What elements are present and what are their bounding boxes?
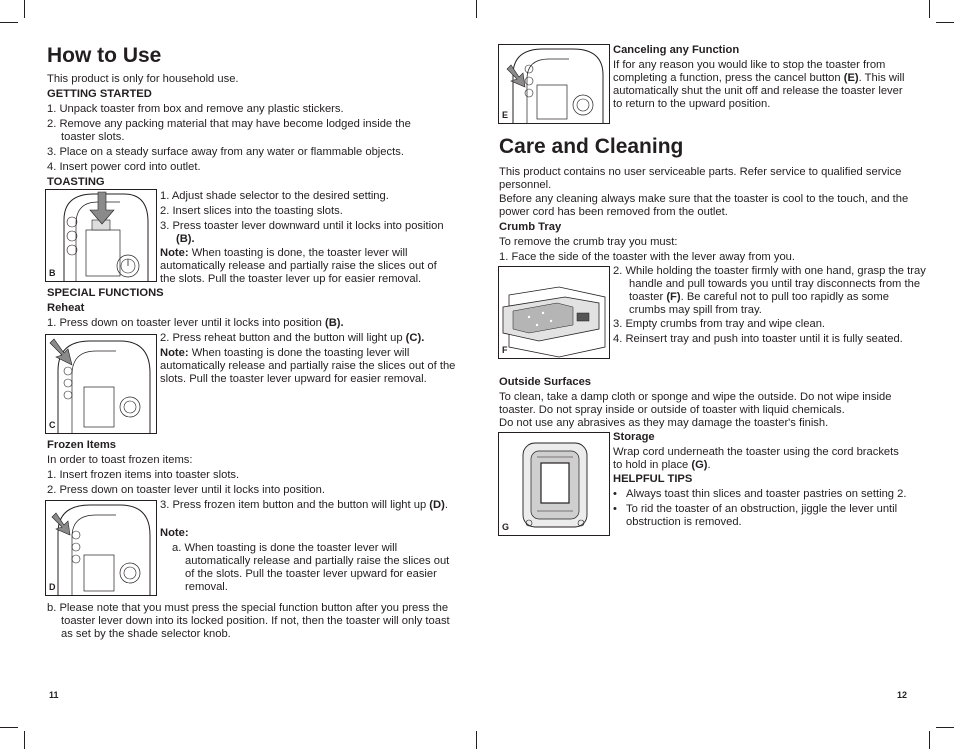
figure-ref: (D): [429, 499, 445, 511]
note-text: When toasting is done the toasting lever will automatically release and partially raise the slices out of the slots. Pull the toaster lever upward for easier removal.: [160, 347, 456, 385]
crop-mark: [929, 731, 930, 749]
figure-label: C: [49, 420, 56, 430]
crumb-step-1: 1. Face the side of the toaster with the lever away from you.: [499, 251, 795, 263]
getting-started-heading: GETTING STARTED: [47, 88, 152, 100]
list-item-text: 3. Press frozen item button and the button will light up: [160, 499, 430, 511]
care-paragraph-2: Before any cleaning always make sure that the toaster is cool to the touch, and the power cord has been removed from the outlet.: [499, 193, 909, 218]
crumb-step-2: [613, 265, 927, 317]
crumb-tray-illustration: [499, 267, 609, 358]
canceling-heading: Canceling any Function: [613, 44, 740, 56]
body-text: To clean, take a damp cloth or sponge and wipe the outside. Do not wipe inside toaster. Do not spray inside or outside of toaster with liquid chemicals.: [499, 391, 892, 416]
list-item: [613, 503, 911, 529]
crumb-tray-intro: To remove the crumb tray you must:: [499, 236, 678, 248]
toasting-steps: [160, 190, 450, 248]
list-item: 4. Insert power cord into outlet.: [47, 161, 201, 173]
toaster-reheat-illustration: [46, 335, 156, 433]
list-item: 3. Place on a steady surface away from any water or flammable objects.: [47, 146, 404, 158]
punctuation: .: [707, 459, 711, 471]
outside-surfaces-heading: Outside Surfaces: [499, 376, 592, 388]
list-item-text: Always toast thin slices and toaster pastries on setting 2.: [626, 488, 907, 500]
note-text: b. Please note that you must press the special function button after you press the toaster lever down into its locked position. If not, then the toaster will only toast as set by the shade selector knob.: [47, 602, 450, 640]
frozen-step-3: [160, 499, 456, 512]
frozen-list: [47, 469, 447, 497]
page-title: How to Use: [47, 44, 162, 67]
body-text: . This will automatically shut the unit off and release the toaster lever to return to the upward position.: [613, 72, 905, 110]
toaster-frozen-illustration: [46, 501, 156, 595]
storage-text: [613, 446, 911, 472]
crumb-tray-heading: Crumb Tray: [499, 221, 562, 233]
frozen-intro: In order to toast frozen items:: [47, 454, 193, 466]
storage-heading: Storage: [613, 431, 655, 443]
figure-ref: (G): [691, 459, 708, 471]
crop-mark: [0, 22, 18, 23]
list-item: 2. Insert slices into the toasting slots.: [160, 205, 343, 217]
figure-ref: (E): [843, 72, 859, 84]
toaster-cancel-illustration: [499, 45, 609, 123]
list-item: 2. Remove any packing material that may have become lodged inside the toaster slots.: [47, 118, 411, 143]
figure-c: [45, 334, 157, 434]
figure-e: [498, 44, 610, 124]
figure-ref: (B).: [176, 233, 195, 245]
helpful-tips-list: [613, 488, 911, 529]
bullet-icon: •: [613, 503, 617, 515]
care-paragraph-1: This product contains no user serviceable parts. Refer service to qualified service personnel.: [499, 166, 902, 191]
figure-f: [498, 266, 610, 359]
toaster-lever-illustration: [46, 190, 156, 281]
crop-mark: [476, 0, 477, 18]
section-title: Care and Cleaning: [499, 135, 684, 158]
cord-storage-illustration: [499, 433, 609, 535]
list-item-text: 3. Press toaster lever downward until it locks into position: [160, 220, 444, 232]
body-text: Do not use any abrasives as they may damage the toaster's finish.: [499, 417, 829, 429]
helpful-tips-heading: HELPFUL TIPS: [613, 473, 693, 485]
figure-b: [45, 189, 157, 282]
list-item: 1. Insert frozen items into toaster slots.: [47, 469, 240, 481]
frozen-note-b: [47, 602, 457, 641]
list-item: [160, 220, 450, 246]
figure-label: F: [502, 345, 508, 355]
list-item-text: To rid the toaster of an obstruction, jiggle the lever until obstruction is removed.: [626, 503, 898, 528]
bullet-icon: •: [613, 488, 617, 500]
figure-label: B: [49, 268, 56, 278]
special-functions-heading: SPECIAL FUNCTIONS: [47, 287, 164, 299]
list-item-text: 2. Press reheat button and the button will light up: [160, 332, 406, 344]
crop-mark: [476, 731, 477, 749]
reheat-step-1: [47, 317, 447, 330]
list-item-text: 1. Press down on toaster lever until it locks into position: [47, 317, 325, 329]
crop-mark: [929, 0, 930, 18]
reheat-note: [160, 347, 457, 386]
canceling-text: [613, 59, 911, 111]
intro-text: This product is only for household use.: [47, 73, 239, 85]
list-item: [613, 488, 911, 501]
note-label: Note:: [160, 247, 189, 259]
figure-ref: (B).: [324, 317, 344, 329]
crumb-step-4: 4. Reinsert tray and push into toaster until it is fully seated.: [613, 333, 903, 345]
list-item-text: . Be careful not to pull too rapidly as some crumbs may spill from tray.: [629, 291, 889, 316]
crop-mark: [936, 727, 954, 728]
crop-mark: [0, 727, 18, 728]
list-item: 2. Press down on toaster lever until it locks into position.: [47, 484, 325, 496]
frozen-note-a: a. When toasting is done the toaster lever will automatically release and partially raise the slices out of the slots. Pull the toaster lever upward for easier removal.: [172, 542, 450, 593]
outside-surfaces-text: [499, 391, 911, 430]
body-text: If for any reason you would like to stop the toaster from completing a function, press the cancel button: [613, 59, 886, 84]
page-number: 12: [897, 690, 908, 700]
crop-mark: [936, 22, 954, 23]
figure-ref: (C).: [405, 332, 425, 344]
toasting-heading: TOASTING: [47, 176, 105, 188]
figure-g: [498, 432, 610, 536]
note-label: Note:: [160, 347, 189, 359]
figure-label: D: [49, 582, 56, 592]
frozen-items-heading: Frozen Items: [47, 439, 117, 451]
body-text: Wrap cord underneath the toaster using the cord brackets to hold in place: [613, 446, 899, 471]
crop-mark: [24, 731, 25, 749]
figure-ref: (F): [666, 291, 681, 303]
getting-started-list: [47, 103, 442, 174]
figure-label: E: [502, 110, 509, 120]
list-item: 1. Adjust shade selector to the desired setting.: [160, 190, 389, 202]
list-item: 1. Unpack toaster from box and remove any plastic stickers.: [47, 103, 344, 115]
punctuation: .: [444, 499, 448, 511]
figure-d: [45, 500, 157, 596]
crop-mark: [24, 0, 25, 18]
list-item-text: 2. While holding the toaster firmly with one hand, grasp the tray handle and pull towards you until tray disconnects from the toaster: [613, 265, 926, 303]
reheat-heading: Reheat: [47, 302, 85, 314]
toasting-note: [160, 247, 455, 286]
figure-label: G: [502, 522, 510, 532]
frozen-note-label: Note:: [160, 527, 189, 539]
reheat-step-2: [160, 332, 471, 345]
page-number: 11: [49, 690, 59, 700]
crumb-step-3: 3. Empty crumbs from tray and wipe clean.: [613, 318, 826, 330]
note-text: When toasting is done, the toaster lever will automatically release and partially raise the slices out of the slots. Pull the toaster lever up for easier removal.: [160, 247, 437, 285]
